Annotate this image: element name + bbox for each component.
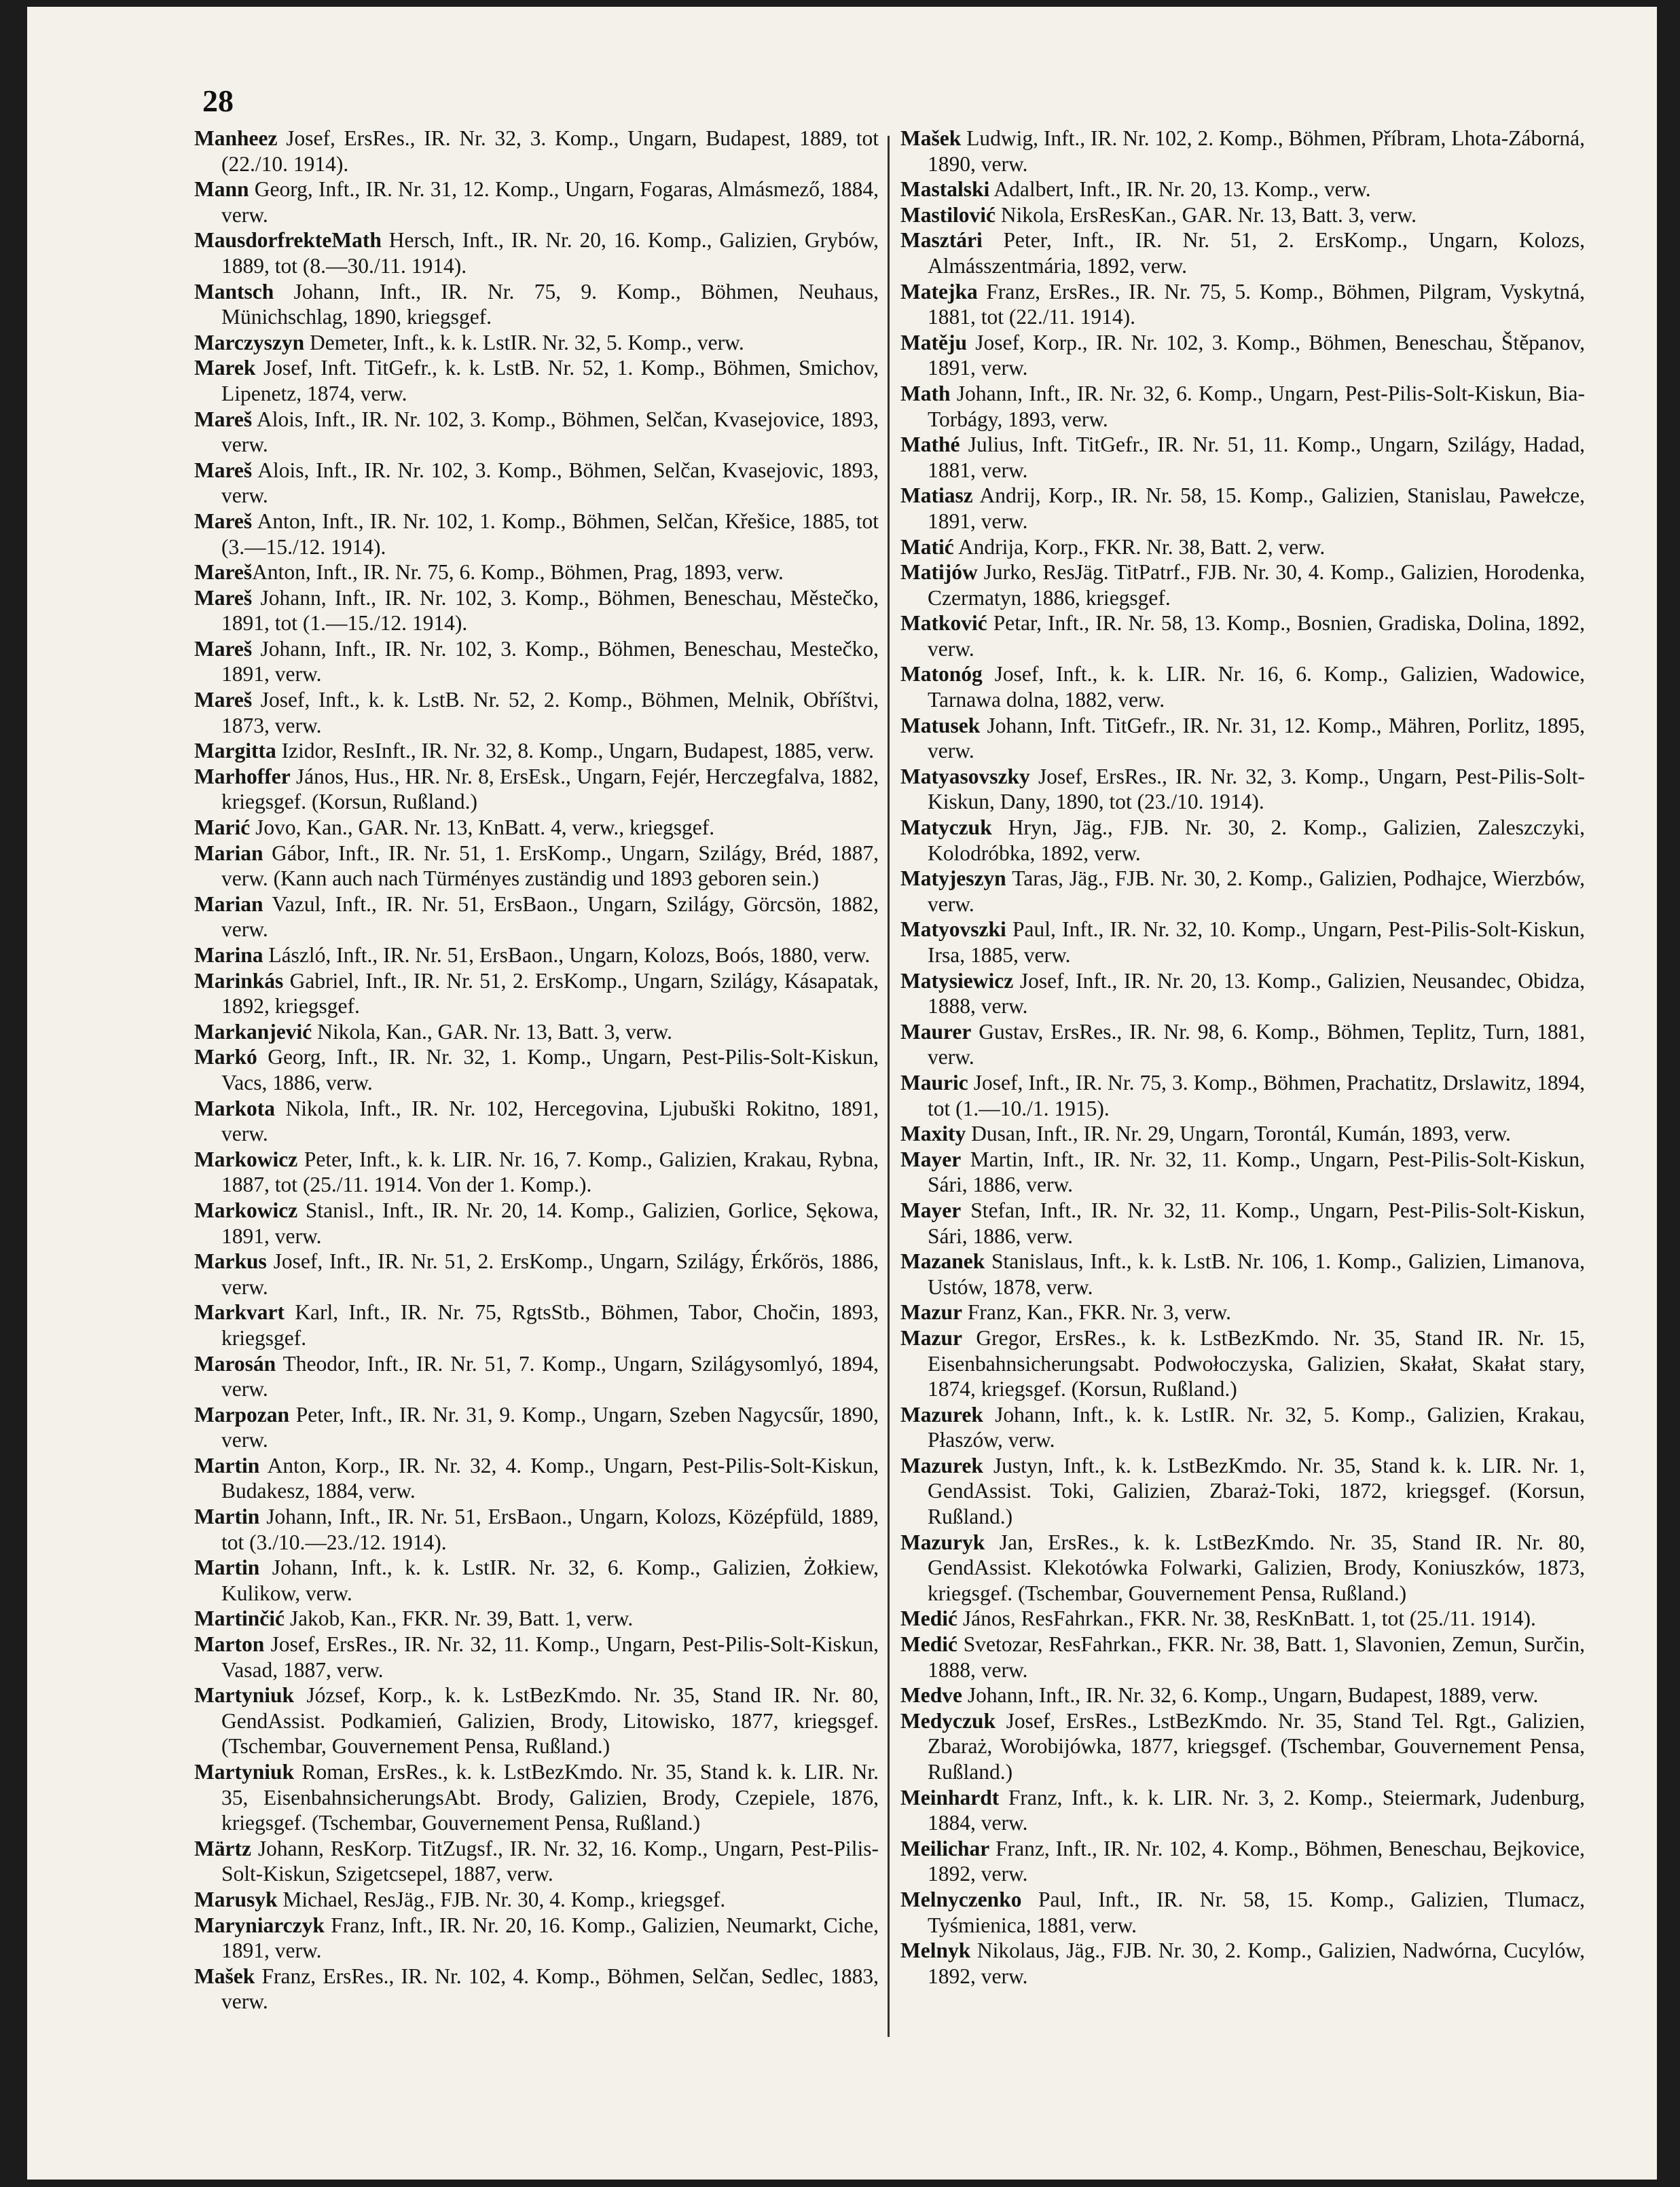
directory-entry [194, 1351, 879, 1402]
entry-surname: Mayer [900, 1147, 962, 1171]
entry-surname: Mazurek [900, 1453, 983, 1477]
directory-entry [900, 1070, 1585, 1121]
entry-details: Gábor, Inft., IR. Nr. 51, 1. ErsKomp., Ungarn, Szilágy, Bréd, 1887, verw. (Kann auch nach Türményes zuständig und 1893 geboren sein.) [221, 841, 879, 891]
entry-surname: Marian [194, 841, 263, 865]
entry-surname: Masztári [900, 228, 983, 253]
entry-details: Stanislaus, Inft., k. k. LstB. Nr. 106, 1. Komp., Galizien, Limanova, Ustów, 1878, verw. [928, 1249, 1585, 1299]
entry-details: Anton, Inft., IR. Nr. 75, 6. Komp., Böhmen, Prag, 1893, verw. [252, 560, 784, 585]
entry-details: Petar, Inft., IR. Nr. 58, 13. Komp., Bosnien, Gradiska, Dolina, 1892, verw. [928, 611, 1585, 661]
directory-entry [900, 1300, 1585, 1325]
entry-surname: MausdorfrekteMath [194, 228, 382, 253]
directory-entry [900, 1325, 1585, 1402]
entry-surname: Markus [194, 1249, 267, 1274]
entry-details: Andrij, Korp., IR. Nr. 58, 15. Komp., Galizien, Stanislau, Pawełcze, 1891, verw. [928, 483, 1585, 533]
entry-surname: Mann [194, 177, 249, 202]
entry-details: Nikola, ErsResKan., GAR. Nr. 13, Batt. 3, verw. [995, 202, 1417, 227]
directory-entry [194, 1198, 879, 1249]
entry-surname: Matijów [900, 560, 978, 585]
entry-surname: Mantsch [194, 279, 274, 304]
entry-details: Georg, Inft., IR. Nr. 32, 1. Komp., Ungarn, Pest-Pilis-Solt-Kiskun, Vacs, 1886, verw. [221, 1045, 879, 1095]
entry-details: Nikola, Inft., IR. Nr. 102, Hercegovina, Ljubuški Rokitno, 1891, verw. [221, 1096, 879, 1146]
entry-details: Georg, Inft., IR. Nr. 31, 12. Komp., Ungarn, Fogaras, Almásmező, 1884, verw. [221, 177, 879, 227]
entry-surname: Markó [194, 1045, 257, 1069]
entry-details: Peter, Inft., k. k. LIR. Nr. 16, 7. Komp., Galizien, Krakau, Rybna, 1887, tot (25./11. 1914. Von der 1. Komp.). [221, 1147, 879, 1197]
entry-surname: Mastalski [900, 177, 990, 202]
directory-entry [900, 1887, 1585, 1938]
directory-entry [194, 815, 879, 841]
entry-details: Paul, Inft., IR. Nr. 32, 10. Komp., Ungarn, Pest-Pilis-Solt-Kiskun, Irsa, 1885, verw. [928, 917, 1585, 967]
entry-surname: Mathé [900, 433, 960, 457]
entry-details: Gustav, ErsRes., IR. Nr. 98, 6. Komp., Böhmen, Teplitz, Turn, 1881, verw. [928, 1019, 1585, 1069]
directory-entry [900, 1402, 1585, 1453]
directory-entry [194, 1249, 879, 1300]
entry-details: Theodor, Inft., IR. Nr. 51, 7. Komp., Ungarn, Szilágysomlyó, 1894, verw. [221, 1351, 879, 1401]
directory-entry [194, 1683, 879, 1759]
entry-surname: Marton [194, 1632, 265, 1657]
entry-surname: Mareš [194, 407, 253, 431]
entry-surname: Mazanek [900, 1249, 985, 1274]
directory-entry [194, 126, 879, 177]
directory-entry [900, 177, 1585, 202]
entry-surname: Martinčić [194, 1606, 285, 1631]
entry-details: Jakob, Kan., FKR. Nr. 39, Batt. 1, verw. [284, 1606, 634, 1631]
entry-details: Alois, Inft., IR. Nr. 102, 3. Komp., Böhmen, Selčan, Kvasejovice, 1893, verw. [221, 407, 879, 457]
entry-details: Johann, Inft. TitGefr., IR. Nr. 31, 12. Komp., Mähren, Porlitz, 1895, verw. [928, 713, 1585, 763]
directory-entry [900, 1785, 1585, 1836]
directory-entry [194, 1555, 879, 1606]
entry-details: Johann, ResKorp. TitZugsf., IR. Nr. 32, 16. Komp., Ungarn, Pest-Pilis-Solt-Kiskun, Szigetcsepel, 1887, verw. [221, 1836, 879, 1886]
entry-surname: Markanjević [194, 1019, 312, 1044]
directory-entry [900, 126, 1585, 177]
entry-surname: Marek [194, 356, 256, 380]
entry-surname: Mastilović [900, 202, 996, 227]
directory-entry [900, 1198, 1585, 1249]
entry-details: László, Inft., IR. Nr. 51, ErsBaon., Ungarn, Kolozs, Boós, 1880, verw. [263, 943, 871, 967]
entry-surname: Marina [194, 943, 263, 967]
entry-details: Svetozar, ResFahrkan., FKR. Nr. 38, Batt. 1, Slavonien, Zemun, Surčin, 1888, verw. [928, 1632, 1585, 1682]
directory-entry [900, 1606, 1585, 1632]
entry-surname: Mauric [900, 1070, 968, 1095]
directory-entry [194, 1913, 879, 1964]
directory-entry [194, 407, 879, 458]
directory-entry [194, 1504, 879, 1555]
entry-surname: Maurer [900, 1019, 972, 1044]
entry-surname: Mazuryk [900, 1530, 985, 1554]
entry-surname: Marinkás [194, 968, 284, 993]
entry-details: Stanisl., Inft., IR. Nr. 20, 14. Komp., Galizien, Gorlice, Sękowa, 1891, verw. [221, 1198, 879, 1248]
directory-entry [900, 1836, 1585, 1887]
entry-surname: Marhoffer [194, 764, 291, 788]
entry-details: Anton, Korp., IR. Nr. 32, 4. Komp., Ungarn, Pest-Pilis-Solt-Kiskun, Budakesz, 1884, verw. [221, 1453, 879, 1503]
entry-details: Franz, Kan., FKR. Nr. 3, verw. [962, 1300, 1231, 1325]
entry-surname: Mareš [194, 585, 253, 610]
entry-details: János, ResFahrkan., FKR. Nr. 38, ResKnBatt. 1, tot (25./11. 1914). [957, 1606, 1536, 1631]
entry-surname: Matysiewicz [900, 968, 1014, 993]
directory-entry [194, 968, 879, 1019]
entry-surname: Melnyk [900, 1938, 971, 1963]
directory-entry [900, 764, 1585, 815]
entry-surname: Margitta [194, 739, 276, 763]
directory-entry [194, 892, 879, 942]
entry-details: József, Korp., k. k. LstBezKmdo. Nr. 35, Stand IR. Nr. 80, GendAssist. Podkamień, Galizien, Brody, Litowisko, 1877, kriegsgef. (Tschembar, Gouvernement Pensa, Rußland.) [221, 1683, 879, 1759]
directory-entry [900, 1683, 1585, 1708]
entry-surname: Matěju [900, 330, 967, 354]
entry-details: Dusan, Inft., IR. Nr. 29, Ungarn, Torontál, Kumán, 1893, verw. [966, 1122, 1511, 1146]
entry-surname: Mazurek [900, 1402, 983, 1427]
entry-details: Johann, Inft., IR. Nr. 32, 6. Komp., Ungarn, Pest-Pilis-Solt-Kiskun, Bia-Torbágy, 1893, verw. [928, 381, 1585, 431]
directory-entry [900, 1938, 1585, 1989]
entry-surname: Martin [194, 1453, 260, 1477]
entry-surname: Matyovszki [900, 917, 1006, 942]
entry-surname: Markvart [194, 1300, 285, 1325]
entry-surname: Marian [194, 892, 263, 916]
entry-surname: Marosán [194, 1351, 276, 1376]
entry-details: Johann, Inft., IR. Nr. 75, 9. Komp., Böhmen, Neuhaus, Münichschlag, 1890, kriegsgef. [221, 279, 879, 329]
entry-details: Josef, ErsRes., LstBezKmdo. Nr. 35, Stand Tel. Rgt., Galizien, Zbaraż, Worobijówka, 1877, kriegsgef. (Tschembar, Gouvernement Pensa, Rußland.) [928, 1708, 1585, 1784]
entry-details: Demeter, Inft., k. k. LstIR. Nr. 32, 5. Komp., verw. [304, 330, 744, 354]
directory-entry [900, 1632, 1585, 1683]
entry-surname: Matić [900, 534, 954, 559]
entry-surname: Markowicz [194, 1198, 298, 1222]
entry-surname: Mareš [194, 636, 253, 661]
entry-details: Johann, Inft., k. k. LstIR. Nr. 32, 6. Komp., Galizien, Żołkiew, Kulikow, verw. [221, 1556, 879, 1605]
directory-entry [194, 1887, 879, 1913]
entry-details: Karl, Inft., IR. Nr. 75, RgtsStb., Böhmen, Tabor, Chočin, 1893, kriegsgef. [221, 1300, 879, 1350]
directory-entry [194, 1019, 879, 1045]
directory-entry [900, 866, 1585, 917]
entry-details: Gabriel, Inft., IR. Nr. 51, 2. ErsKomp., Ungarn, Szilágy, Kásapatak, 1892, kriegsgef. [221, 968, 879, 1018]
directory-entry [900, 1708, 1585, 1785]
entry-surname: Mareš [194, 688, 253, 712]
entry-details: Anton, Inft., IR. Nr. 102, 1. Komp., Böhmen, Selčan, Křešice, 1885, tot (3.—15./12. 1914). [221, 509, 879, 559]
directory-entry [194, 458, 879, 509]
directory-entry [900, 432, 1585, 483]
entry-details: Josef, Inft. TitGefr., k. k. LstB. Nr. 52, 1. Komp., Böhmen, Smichov, Lipenetz, 1874, verw. [221, 356, 879, 405]
entry-surname: Math [900, 381, 951, 405]
entry-surname: Medić [900, 1632, 957, 1657]
entry-details: Martin, Inft., IR. Nr. 32, 11. Komp., Ungarn, Pest-Pilis-Solt-Kiskun, Sári, 1886, verw. [928, 1147, 1585, 1197]
entry-details: Josef, Inft., IR. Nr. 51, 2. ErsKomp., Ungarn, Szilágy, Érkőrös, 1886, verw. [221, 1249, 879, 1299]
entry-details: Peter, Inft., IR. Nr. 51, 2. ErsKomp., Ungarn, Kolozs, Almásszentmária, 1892, verw. [928, 228, 1585, 278]
entry-surname: Martyniuk [194, 1760, 295, 1784]
directory-entry [194, 279, 879, 330]
entry-surname: Marić [194, 815, 251, 840]
entry-surname: Melnyczenko [900, 1887, 1022, 1911]
directory-entry [900, 661, 1585, 712]
entry-details: Ludwig, Inft., IR. Nr. 102, 2. Komp., Böhmen, Příbram, Lhota-Záborná, 1890, verw. [928, 126, 1585, 176]
entry-surname: Mazur [900, 1325, 962, 1350]
entry-surname: Maryniarczyk [194, 1913, 325, 1937]
directory-entry [194, 1836, 879, 1887]
directory-entry [900, 610, 1585, 661]
entry-surname: Markowicz [194, 1147, 298, 1171]
directory-entry [194, 738, 879, 764]
entry-details: Franz, Inft., IR. Nr. 20, 16. Komp., Galizien, Neumarkt, Ciche, 1891, verw. [221, 1913, 879, 1963]
entry-details: Johann, Inft., IR. Nr. 51, ErsBaon., Ungarn, Kolozs, Középfüld, 1889, tot (3./10.—23./12. 1914). [221, 1505, 879, 1554]
entry-details: Josef, ErsRes., IR. Nr. 32, 3. Komp., Ungarn, Budapest, 1889, tot (22./10. 1914). [221, 126, 879, 176]
entry-surname: Marczyszyn [194, 330, 305, 354]
directory-entry [194, 227, 879, 278]
entry-surname: Maxity [900, 1122, 966, 1146]
entry-details: Johann, Inft., IR. Nr. 102, 3. Komp., Böhmen, Beneschau, Mestečko, 1891, verw. [221, 636, 879, 686]
entry-details: Franz, Inft., IR. Nr. 102, 4. Komp., Böhmen, Beneschau, Bejkovice, 1892, verw. [928, 1836, 1585, 1886]
entry-details: Josef, ErsRes., IR. Nr. 32, 3. Komp., Ungarn, Pest-Pilis-Solt-Kiskun, Dany, 1890, tot (23./10. 1914). [928, 764, 1585, 814]
entry-details: Josef, Inft., IR. Nr. 20, 13. Komp., Galizien, Neusandec, Obidza, 1888, verw. [928, 968, 1585, 1018]
directory-entry [900, 381, 1585, 432]
entry-details: Jovo, Kan., GAR. Nr. 13, KnBatt. 4, verw., kriegsgef. [250, 815, 715, 840]
entry-surname: Martin [194, 1556, 260, 1580]
entry-details: Julius, Inft. TitGefr., IR. Nr. 51, 11. Komp., Ungarn, Szilágy, Hadad, 1881, verw. [928, 433, 1585, 482]
directory-entry [194, 1759, 879, 1836]
entry-details: Jan, ErsRes., k. k. LstBezKmdo. Nr. 35, Stand IR. Nr. 80, GendAssist. Klekotówka Folwarki, Galizien, Brody, Koniuszków, 1873, kriegsgef. (Tschembar, Gouvernement Pensa, Rußland.) [928, 1530, 1585, 1605]
directory-entry [900, 1019, 1585, 1070]
directory-entry [900, 227, 1585, 278]
directory-entry [194, 330, 879, 356]
directory-entry [194, 942, 879, 968]
entry-surname: Manheez [194, 126, 278, 150]
directory-entry [900, 330, 1585, 381]
directory-entry [194, 559, 879, 585]
entry-details: Adalbert, Inft., IR. Nr. 20, 13. Komp., verw. [989, 177, 1371, 202]
entry-details: Franz, ErsRes., IR. Nr. 75, 5. Komp., Böhmen, Pilgram, Vyskytná, 1881, tot (22./11. 1914). [928, 279, 1585, 329]
directory-entry [194, 1964, 879, 2015]
entry-surname: Matonóg [900, 662, 983, 686]
entry-surname: Mašek [194, 1964, 255, 1988]
entry-details: Andrija, Korp., FKR. Nr. 38, Batt. 2, verw. [953, 534, 1326, 559]
entry-details: Peter, Inft., IR. Nr. 31, 9. Komp., Ungarn, Szeben Nagycsűr, 1890, verw. [221, 1402, 879, 1452]
directory-entry [900, 713, 1585, 764]
directory-entry [900, 279, 1585, 330]
entry-surname: Matyczuk [900, 815, 992, 840]
directory-entry [900, 483, 1585, 534]
entry-details: Alois, Inft., IR. Nr. 102, 3. Komp., Böhmen, Selčan, Kvasejovic, 1893, verw. [221, 458, 879, 508]
directory-entry [194, 585, 879, 636]
entry-details: Hersch, Inft., IR. Nr. 20, 16. Komp., Galizien, Grybów, 1889, tot (8.—30./11. 1914). [221, 228, 879, 278]
entry-details: Johann, Inft., k. k. LstIR. Nr. 32, 5. Komp., Galizien, Krakau, Płaszów, verw. [928, 1402, 1585, 1452]
entry-surname: Mareš [194, 458, 253, 482]
directory-entry [194, 1147, 879, 1198]
directory-entry [194, 1402, 879, 1453]
column-divider [888, 136, 890, 2037]
entry-surname: Medyczuk [900, 1708, 996, 1733]
entry-details: Josef, Inft., IR. Nr. 75, 3. Komp., Böhmen, Prachatitz, Drslawitz, 1894, tot (1.—10./1. 1915). [928, 1070, 1585, 1120]
entry-surname: Matejka [900, 279, 978, 304]
directory-entry [900, 1530, 1585, 1606]
directory-entry [900, 968, 1585, 1019]
directory-entry [194, 355, 879, 406]
entry-surname: Mayer [900, 1198, 962, 1222]
directory-entry [900, 559, 1585, 610]
entry-surname: Mareš [194, 509, 253, 533]
entry-details: Franz, ErsRes., IR. Nr. 102, 4. Komp., Böhmen, Selčan, Sedlec, 1883, verw. [221, 1964, 879, 2014]
left-column [194, 126, 879, 2015]
entry-details: Johann, Inft., IR. Nr. 32, 6. Komp., Ungarn, Budapest, 1889, verw. [962, 1683, 1539, 1708]
entry-details: Gregor, ErsRes., k. k. LstBezKmdo. Nr. 35, Stand IR. Nr. 15, Eisenbahnsicherungsabt. Podwołoczyska, Galizien, Skałat, Skałat stary, 1874, kriegsgef. (Korsun, Rußland.) [928, 1325, 1585, 1401]
directory-page [27, 7, 1657, 2180]
entry-surname: Martyniuk [194, 1683, 295, 1708]
entry-details: Michael, ResJäg., FJB. Nr. 30, 4. Komp., kriegsgef. [277, 1887, 726, 1911]
page-number: 28 [202, 84, 234, 118]
entry-details: Josef, Inft., k. k. LIR. Nr. 16, 6. Komp., Galizien, Wadowice, Tarnawa dolna, 1882, verw. [928, 662, 1585, 712]
entry-details: Hryn, Jäg., FJB. Nr. 30, 2. Komp., Galizien, Zaleszczyki, Kolodróbka, 1892, verw. [928, 815, 1585, 865]
entry-surname: Marpozan [194, 1402, 289, 1427]
entry-details: Josef, Inft., k. k. LstB. Nr. 52, 2. Komp., Böhmen, Melnik, Obříštvi, 1873, verw. [221, 688, 879, 737]
directory-entry [194, 1453, 879, 1504]
directory-entry [194, 177, 879, 227]
directory-entry [900, 1147, 1585, 1198]
entry-surname: Matyjeszyn [900, 866, 1006, 891]
entry-surname: Matyasovszky [900, 764, 1030, 788]
entry-surname: Matković [900, 611, 987, 636]
entry-details: Jurko, ResJäg. TitPatrf., FJB. Nr. 30, 4. Komp., Galizien, Horodenka, Czermatyn, 1886, kriegsgef. [928, 560, 1585, 610]
entry-surname: Märtz [194, 1836, 251, 1860]
entry-surname: Mazur [900, 1300, 962, 1325]
directory-entry [194, 1606, 879, 1632]
directory-entry [194, 687, 879, 738]
directory-entry [900, 534, 1585, 560]
entry-surname: Meilichar [900, 1836, 990, 1860]
directory-entry [194, 1632, 879, 1683]
entry-surname: Markota [194, 1096, 275, 1120]
directory-entry [900, 917, 1585, 968]
entry-surname: Martin [194, 1505, 260, 1529]
entry-surname: Matiasz [900, 483, 973, 508]
entry-details: Josef, Korp., IR. Nr. 102, 3. Komp., Böhmen, Beneschau, Štěpanov, 1891, verw. [928, 330, 1585, 380]
entry-details: Vazul, Inft., IR. Nr. 51, ErsBaon., Ungarn, Szilágy, Görcsön, 1882, verw. [221, 892, 879, 942]
directory-entry [194, 841, 879, 892]
entry-details: Roman, ErsRes., k. k. LstBezKmdo. Nr. 35, Stand k. k. LIR. Nr. 35, EisenbahnsicherungsAbt. Brody, Galizien, Brody, Czepiele, 1876, kriegsgef. (Tschembar, Gouvernement Pensa, Rußland.) [221, 1760, 879, 1835]
directory-entry [194, 1300, 879, 1350]
entry-details: Nikolaus, Jäg., FJB. Nr. 30, 2. Komp., Galizien, Nadwórna, Cucylów, 1892, verw. [928, 1938, 1585, 1988]
directory-entry [900, 1121, 1585, 1147]
entry-surname: Mareš [194, 560, 253, 585]
directory-entry [900, 202, 1585, 228]
entry-details: Taras, Jäg., FJB. Nr. 30, 2. Komp., Galizien, Podhajce, Wierzbów, verw. [928, 866, 1585, 916]
right-column [900, 126, 1585, 1989]
entry-details: Nikola, Kan., GAR. Nr. 13, Batt. 3, verw. [312, 1019, 672, 1044]
entry-surname: Matusek [900, 713, 981, 737]
entry-surname: Meinhardt [900, 1785, 1000, 1809]
directory-entry [194, 509, 879, 559]
entry-details: Johann, Inft., IR. Nr. 102, 3. Komp., Böhmen, Beneschau, Městečko, 1891, tot (1.—15./12. 1914). [221, 585, 879, 636]
entry-details: János, Hus., HR. Nr. 8, ErsEsk., Ungarn, Fejér, Herczegfalva, 1882, kriegsgef. (Korsun, Rußland.) [221, 764, 879, 814]
entry-details: Paul, Inft., IR. Nr. 58, 15. Komp., Galizien, Tlumacz, Tyśmienica, 1881, verw. [928, 1887, 1585, 1937]
entry-details: Stefan, Inft., IR. Nr. 32, 11. Komp., Ungarn, Pest-Pilis-Solt-Kiskun, Sári, 1886, verw. [928, 1198, 1585, 1248]
entry-surname: Marusyk [194, 1887, 278, 1911]
entry-details: Franz, Inft., k. k. LIR. Nr. 3, 2. Komp., Steiermark, Judenburg, 1884, verw. [928, 1785, 1585, 1835]
entry-surname: Medić [900, 1606, 957, 1631]
directory-entry [194, 764, 879, 815]
directory-entry [900, 1453, 1585, 1530]
entry-surname: Medve [900, 1683, 962, 1708]
entry-details: Josef, ErsRes., IR. Nr. 32, 11. Komp., Ungarn, Pest-Pilis-Solt-Kiskun, Vasad, 1887, verw. [221, 1632, 879, 1682]
entry-details: Izidor, ResInft., IR. Nr. 32, 8. Komp., Ungarn, Budapest, 1885, verw. [276, 739, 875, 763]
directory-entry [900, 1249, 1585, 1300]
directory-entry [194, 1044, 879, 1095]
directory-entry [194, 636, 879, 687]
directory-entry [194, 1096, 879, 1147]
directory-entry [900, 815, 1585, 866]
entry-surname: Mašek [900, 126, 962, 150]
entry-details: Justyn, Inft., k. k. LstBezKmdo. Nr. 35, Stand k. k. LIR. Nr. 1, GendAssist. Toki, Galizien, Zbaraż-Toki, 1872, kriegsgef. (Korsun, Rußland.) [928, 1453, 1585, 1529]
